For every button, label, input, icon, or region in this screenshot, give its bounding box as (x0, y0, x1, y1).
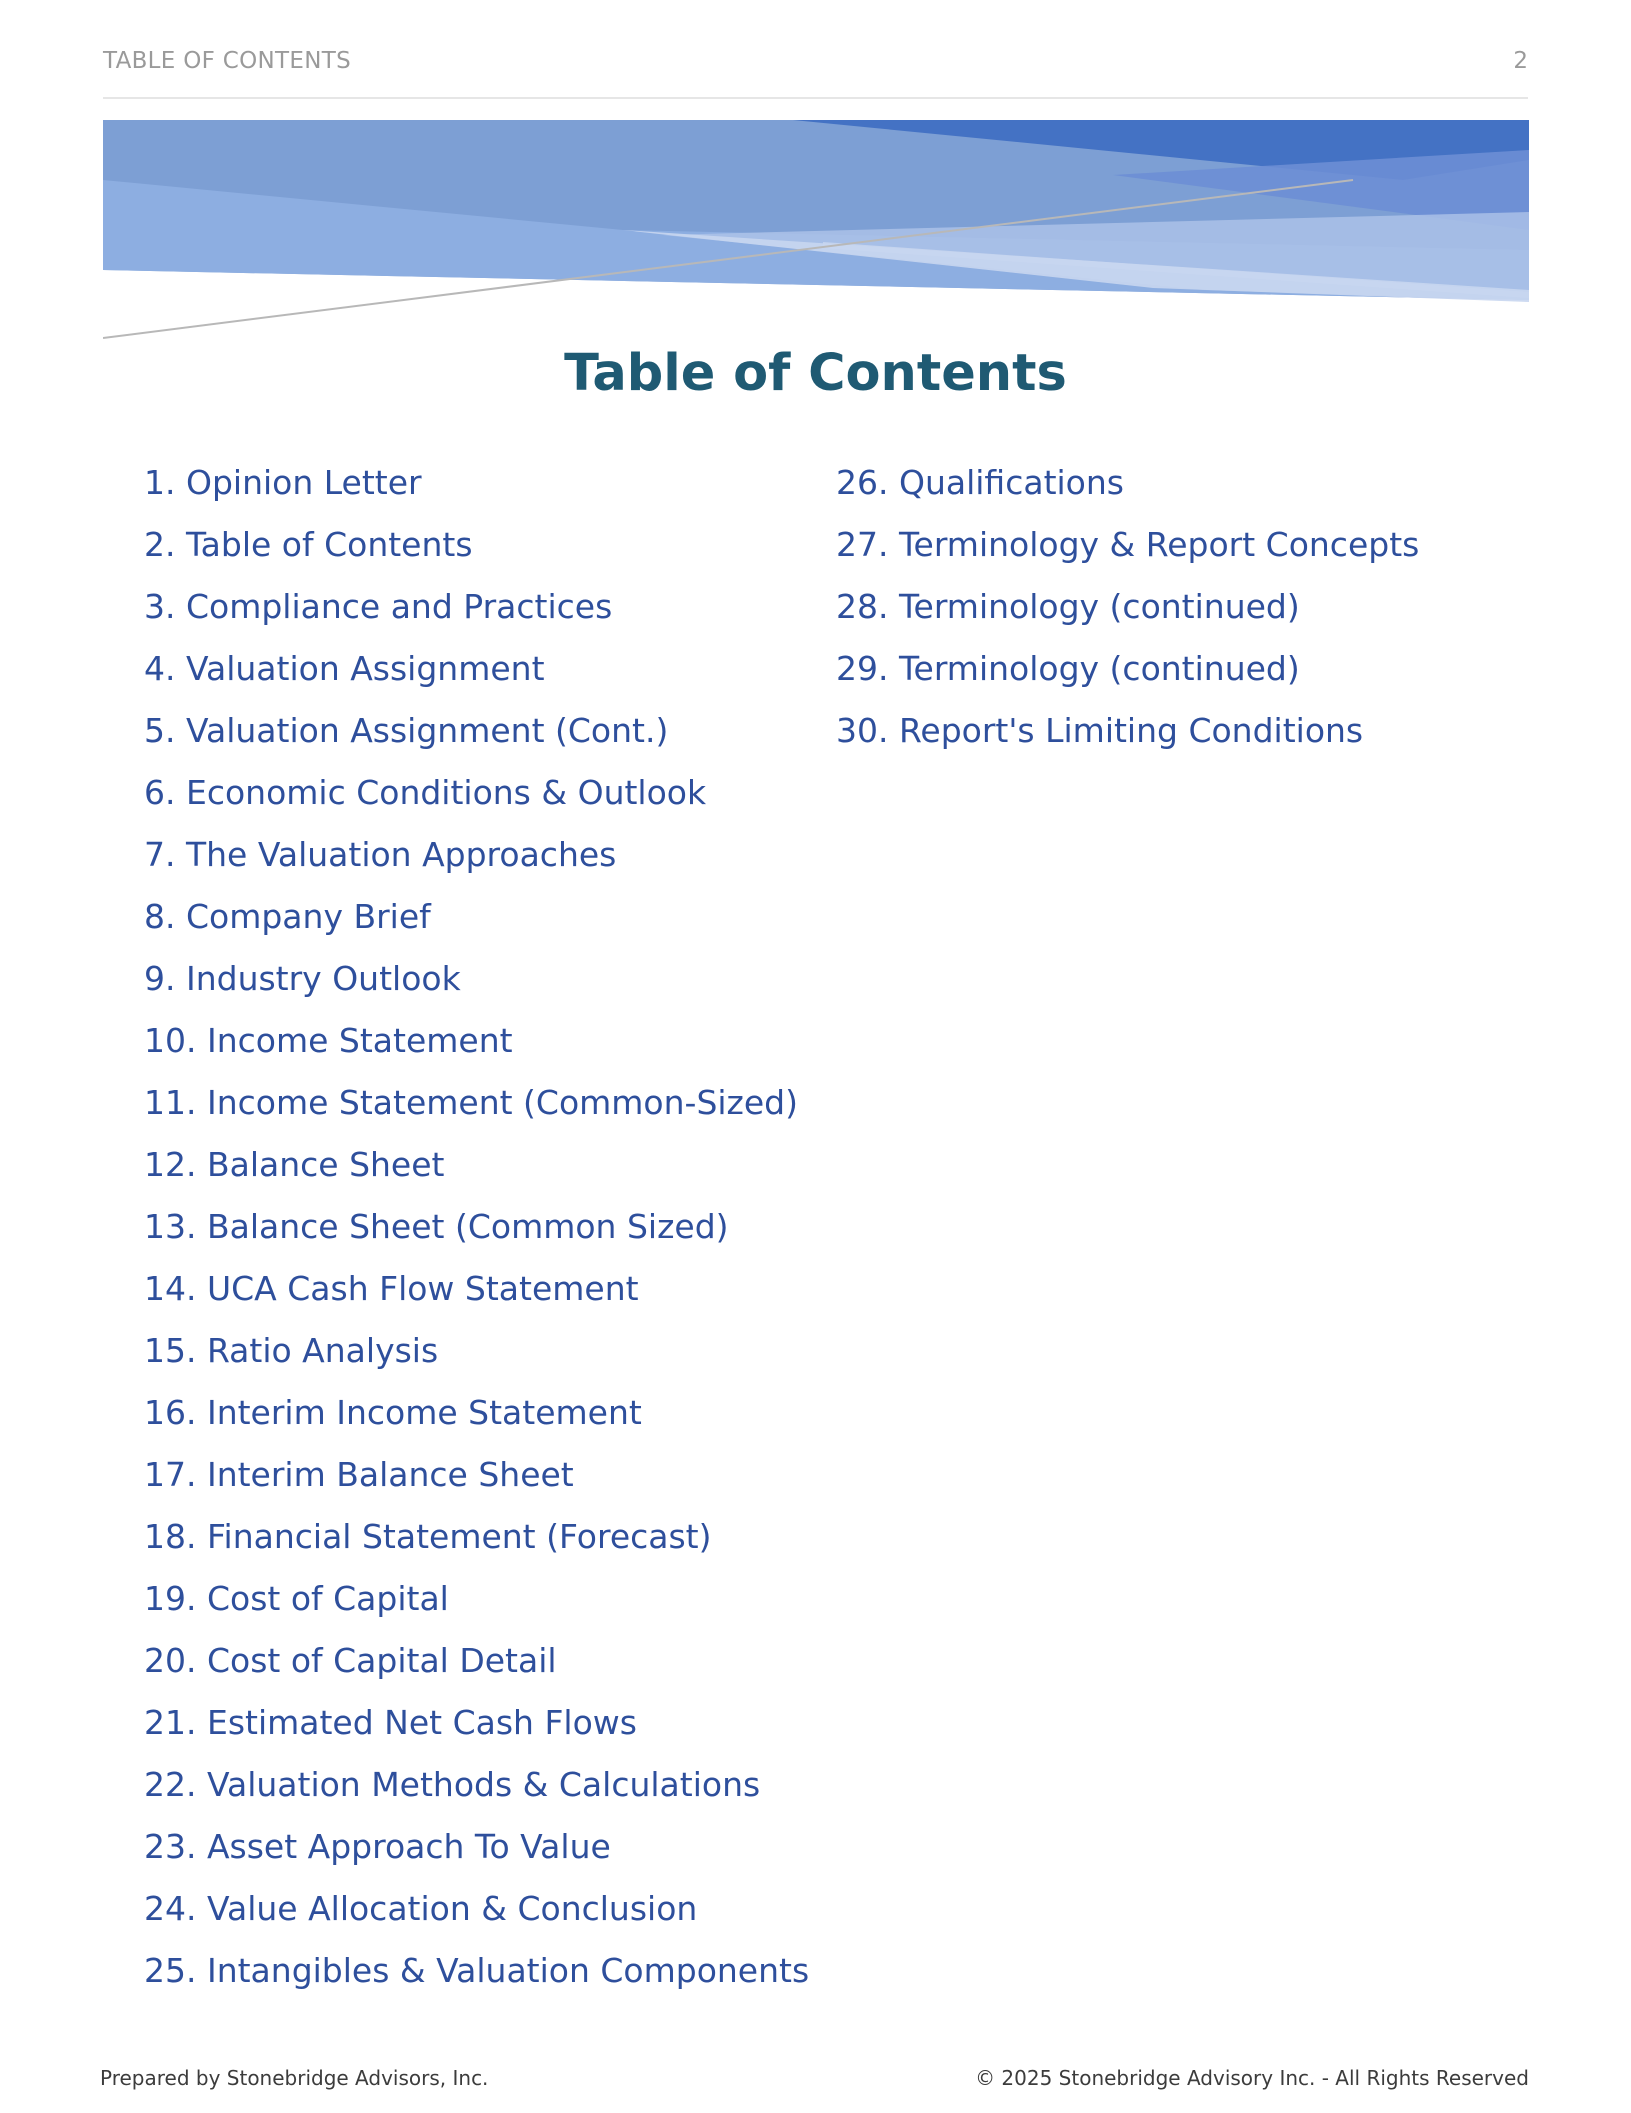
toc-link[interactable]: 6. Economic Conditions & Outlook (144, 773, 707, 812)
toc-link[interactable]: 4. Valuation Assignment (144, 649, 545, 688)
footer-copyright: © 2025 Stonebridge Advisory Inc. - All Rights Reserved (975, 2066, 1529, 2090)
page-title: Table of Contents (564, 344, 1067, 403)
running-header-title: TABLE OF CONTENTS (103, 48, 351, 74)
toc-link[interactable]: 30. Report's Limiting Conditions (836, 711, 1364, 750)
toc-link[interactable]: 23. Asset Approach To Value (144, 1827, 611, 1866)
toc-list-left (144, 452, 809, 2002)
header-banner-graphic (103, 120, 1529, 345)
toc-link[interactable]: 27. Terminology & Report Concepts (836, 525, 1420, 564)
toc-link[interactable]: 22. Valuation Methods & Calculations (144, 1765, 761, 1804)
toc-link[interactable]: 14. UCA Cash Flow Statement (144, 1269, 639, 1308)
toc-link[interactable]: 20. Cost of Capital Detail (144, 1641, 557, 1680)
toc-link[interactable]: 2. Table of Contents (144, 525, 473, 564)
toc-link[interactable]: 8. Company Brief (144, 897, 431, 936)
toc-link[interactable]: 16. Interim Income Statement (144, 1393, 642, 1432)
toc-link[interactable]: 18. Financial Statement (Forecast) (144, 1517, 712, 1556)
toc-link[interactable]: 5. Valuation Assignment (Cont.) (144, 711, 669, 750)
footer-prepared-by: Prepared by Stonebridge Advisors, Inc. (100, 2066, 489, 2090)
toc-link[interactable]: 26. Qualifications (836, 463, 1124, 502)
toc-link[interactable]: 13. Balance Sheet (Common Sized) (144, 1207, 729, 1246)
toc-link[interactable]: 17. Interim Balance Sheet (144, 1455, 574, 1494)
toc-link[interactable]: 1. Opinion Letter (144, 463, 422, 502)
toc-link[interactable]: 11. Income Statement (Common-Sized) (144, 1083, 799, 1122)
toc-link[interactable]: 28. Terminology (continued) (836, 587, 1300, 626)
header-divider (103, 97, 1528, 99)
toc-link[interactable]: 12. Balance Sheet (144, 1145, 445, 1184)
toc-link[interactable]: 24. Value Allocation & Conclusion (144, 1889, 698, 1928)
toc-link[interactable]: 19. Cost of Capital (144, 1579, 449, 1618)
toc-link[interactable]: 29. Terminology (continued) (836, 649, 1300, 688)
toc-link[interactable]: 9. Industry Outlook (144, 959, 461, 998)
toc-link[interactable]: 21. Estimated Net Cash Flows (144, 1703, 637, 1742)
toc-link[interactable]: 10. Income Statement (144, 1021, 513, 1060)
toc-list-right (836, 452, 1419, 762)
toc-link[interactable]: 15. Ratio Analysis (144, 1331, 439, 1370)
toc-link[interactable]: 7. The Valuation Approaches (144, 835, 617, 874)
page-number: 2 (1513, 48, 1528, 74)
toc-link[interactable]: 3. Compliance and Practices (144, 587, 613, 626)
toc-link[interactable]: 25. Intangibles & Valuation Components (144, 1951, 810, 1990)
